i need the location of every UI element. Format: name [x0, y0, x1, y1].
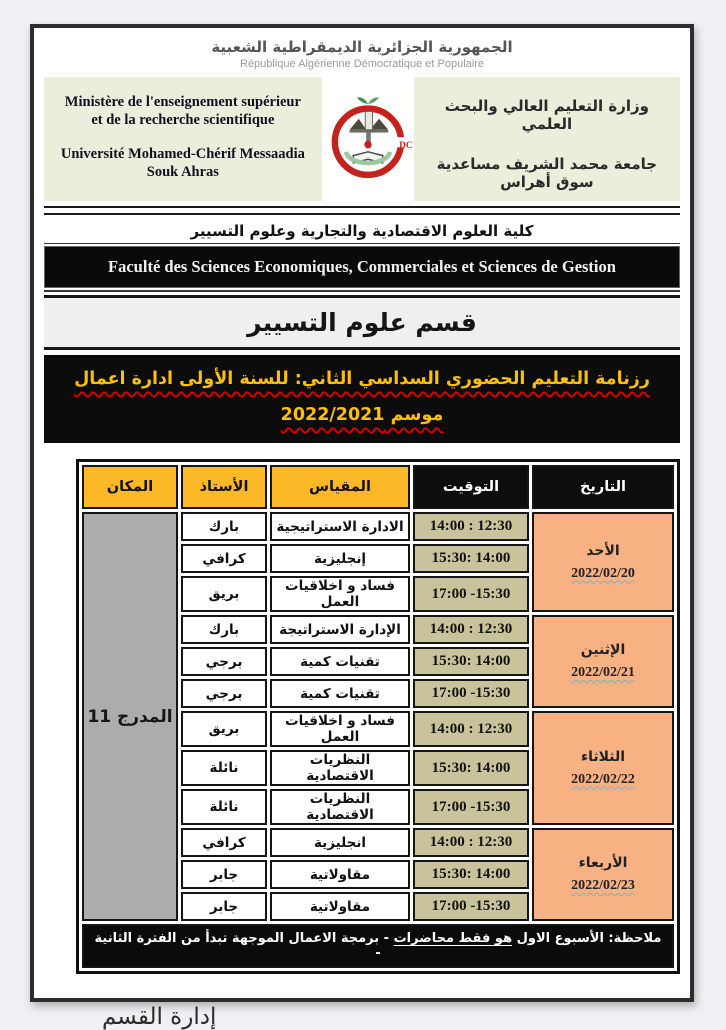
department-signature: إدارة القسم	[102, 1004, 217, 1030]
column-header-date: التاريخ	[532, 465, 674, 509]
republic-name-arabic: الجمهورية الجزائرية الديمقراطية الشعبية	[211, 38, 513, 56]
professor-cell: كرافي	[181, 828, 267, 857]
republic-name-french: République Algérienne Démocratique et Populaire	[240, 58, 484, 70]
note-suffix: - برمجة الاعمال الموجهة تبدأ من الفترة الثانية -	[94, 931, 394, 961]
document-page	[30, 24, 694, 1030]
date-cell	[532, 512, 674, 612]
professor-cell: نائلة	[181, 789, 267, 825]
note-prefix: ملاحظة: الأسبوع الاول	[512, 931, 662, 946]
institution-header	[44, 77, 680, 201]
ministry-french-line1: Ministère de l'enseignement supérieur	[64, 94, 301, 110]
ministry-box-french	[44, 77, 322, 201]
schedule-title-banner	[44, 355, 680, 443]
faculty-name-french: Faculté des Sciences Economiques, Commerciales et Sciences de Gestion	[44, 246, 680, 288]
university-logo	[322, 77, 414, 201]
professor-cell: بريق	[181, 711, 267, 747]
schedule-table-body	[82, 512, 674, 921]
module-cell: انجليزية	[270, 828, 410, 857]
professor-cell: برجي	[181, 647, 267, 676]
module-cell: مقاولاتية	[270, 860, 410, 889]
svg-text:DC: DC	[399, 140, 413, 151]
ministry-arabic: وزارة التعليم العالي والبحث العلمي	[444, 97, 649, 133]
module-cell: تقنيات كمية	[270, 647, 410, 676]
university-french-line1: Université Mohamed-Chérif Messaadia	[60, 146, 305, 163]
time-cell: 15:30: 14:00	[413, 860, 529, 889]
schedule-note-row	[82, 924, 674, 968]
professor-cell: بارك	[181, 512, 267, 541]
date-value: 2022/02/22	[571, 771, 635, 787]
module-cell: تقنيات كمية	[270, 679, 410, 708]
module-cell: إنجليزية	[270, 544, 410, 573]
time-cell: 17:00 -15:30	[413, 576, 529, 612]
time-cell: 17:00 -15:30	[413, 892, 529, 921]
module-cell: الادارة الاستراتيجية	[270, 512, 410, 541]
column-header-professor: الأستاذ	[181, 465, 267, 509]
module-cell: الإدارة الاستراتيجة	[270, 615, 410, 644]
day-name: الأربعاء	[578, 855, 628, 871]
day-name: الإثنين	[580, 642, 626, 658]
ministry-box-arabic	[414, 77, 680, 201]
time-cell: 17:00 -15:30	[413, 679, 529, 708]
place-cell: المدرج 11	[82, 512, 178, 921]
time-cell: 14:00 : 12:30	[413, 828, 529, 857]
professor-cell: نائلة	[181, 750, 267, 786]
professor-cell: بارك	[181, 615, 267, 644]
time-cell: 14:00 : 12:30	[413, 711, 529, 747]
time-cell: 15:30: 14:00	[413, 544, 529, 573]
module-cell: فساد و اخلاقيات العمل	[270, 576, 410, 612]
professor-cell: جابر	[181, 892, 267, 921]
professor-cell: بريق	[181, 576, 267, 612]
republic-header	[44, 38, 680, 70]
time-cell: 15:30: 14:00	[413, 647, 529, 676]
module-cell: مقاولاتية	[270, 892, 410, 921]
professor-cell: جابر	[181, 860, 267, 889]
professor-cell: كرافي	[181, 544, 267, 573]
schedule-title-line1: رزنامة التعليم الحضوري السداسي الثاني: للسنة الأولى ادارة اعمال	[74, 369, 650, 389]
module-cell: النظريات الاقتصادية	[270, 750, 410, 786]
time-cell: 14:00 : 12:30	[413, 615, 529, 644]
date-value: 2022/02/23	[571, 878, 635, 893]
schedule-table	[76, 459, 680, 974]
date-cell	[532, 828, 674, 921]
schedule-table-wrap	[44, 459, 680, 974]
university-french-line2: Souk Ahras	[146, 164, 219, 181]
time-cell: 17:00 -15:30	[413, 789, 529, 825]
column-header-time: التوقيت	[413, 465, 529, 509]
date-value: 2022/02/20	[571, 565, 635, 581]
university-logo-icon	[322, 91, 414, 187]
time-cell: 14:00 : 12:30	[413, 512, 529, 541]
module-cell: فساد و اخلاقيات العمل	[270, 711, 410, 747]
column-header-place: المكان	[82, 465, 178, 509]
schedule-header-row	[82, 465, 674, 509]
column-header-module: المقياس	[270, 465, 410, 509]
date-cell	[532, 711, 674, 825]
module-cell: النظريات الاقتصادية	[270, 789, 410, 825]
day-name: الأحد	[586, 542, 620, 559]
day-name: الثلاثاء	[580, 748, 626, 765]
double-rule	[44, 206, 680, 215]
faculty-name-arabic: كلية العلوم الاقتصادية والتجارية وعلوم التسيير	[190, 222, 534, 240]
university-arabic: جامعة محمد الشريف مساعدية سوق أهراس	[436, 155, 658, 191]
schedule-title-line2: موسم 2022/2021	[280, 405, 444, 425]
ministry-french-line2: et de la recherche scientifique	[91, 112, 275, 129]
professor-cell: برجي	[181, 679, 267, 708]
note-underlined-part: هو فقط محاضرات	[393, 931, 513, 946]
time-cell: 15:30: 14:00	[413, 750, 529, 786]
date-cell	[532, 615, 674, 708]
department-title: قسم علوم التسيير	[44, 295, 680, 350]
date-value: 2022/02/21	[571, 665, 635, 680]
schedule-note	[82, 924, 674, 968]
schedule-row	[82, 512, 674, 541]
